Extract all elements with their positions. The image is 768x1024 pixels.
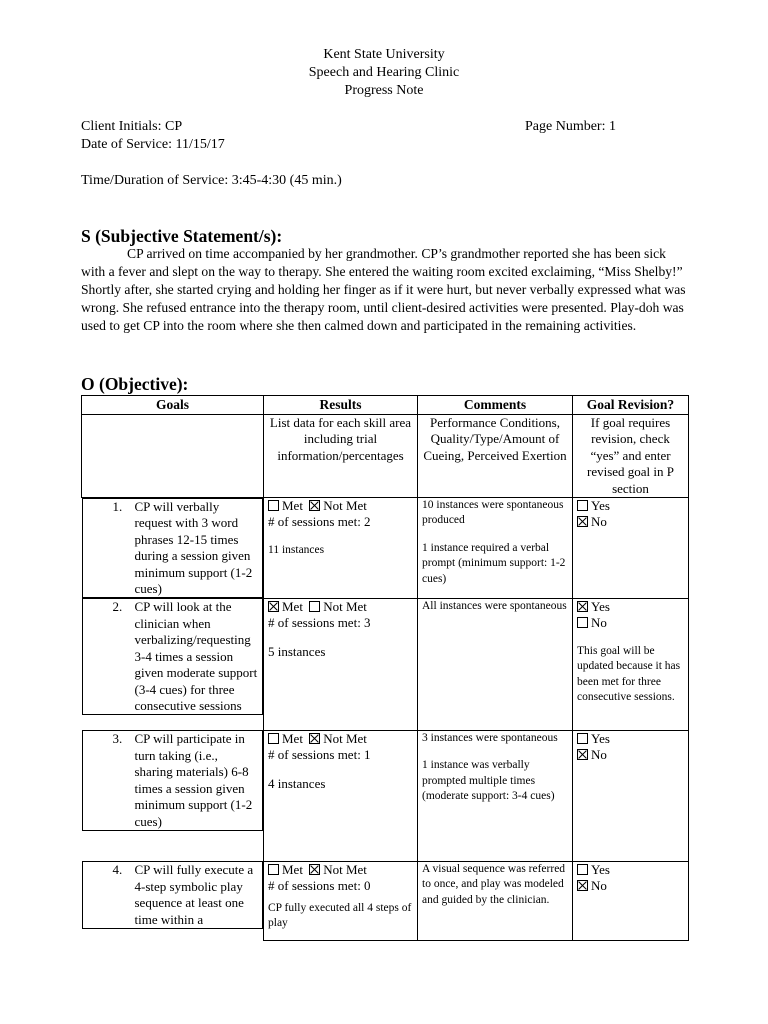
comment-secondary: 1 instance required a verbal prompt (minimum support: 1-2 cues)	[422, 541, 566, 585]
goal-number: 4.	[112, 862, 123, 878]
met-checkbox[interactable]	[268, 601, 279, 612]
revision-subheader: If goal requires revision, check “yes” and enter revised goal in P section	[573, 415, 689, 498]
objective-heading: O (Objective):	[81, 374, 189, 394]
not-met-checkbox[interactable]	[309, 733, 320, 744]
revision-cell	[573, 861, 689, 940]
table-header-row	[82, 396, 689, 415]
no-checkbox[interactable]	[577, 617, 588, 628]
sessions-met: # of sessions met: 1	[268, 747, 371, 763]
goal-number: 3.	[112, 731, 123, 747]
result-note: 11 instances	[268, 543, 325, 556]
met-checkbox[interactable]	[268, 864, 279, 875]
not-met-checkbox[interactable]	[309, 601, 320, 612]
revision-no	[577, 615, 684, 631]
revision-cell	[573, 598, 689, 730]
not-met-checkbox[interactable]	[309, 864, 320, 875]
col-comments: Comments	[418, 396, 573, 415]
revision-note: This goal will be updated because it has been met for three consecutive sessions.	[577, 644, 681, 703]
yes-checkbox[interactable]	[577, 500, 588, 511]
revision-yes	[577, 498, 684, 514]
not-met-label: Not Met	[323, 498, 367, 514]
goal-text: CP will fully execute a 4-step symbolic play sequence at least one time within a	[134, 862, 254, 927]
goal-cell	[82, 730, 264, 830]
subjective-statement	[81, 245, 691, 335]
comment-primary: 10 instances were spontaneous produced	[422, 499, 564, 527]
document-header	[0, 46, 768, 100]
not-met-label: Not Met	[323, 598, 367, 614]
result-note: 4 instances	[268, 775, 326, 791]
goal-cell	[82, 498, 264, 598]
not-met-checkbox[interactable]	[309, 500, 320, 511]
goal-number: 2.	[112, 599, 123, 615]
revision-no	[577, 878, 684, 894]
goal-text: CP will verbally request with 3 word phrases 12-15 times during a session given minimum support (1-2 cues)	[134, 499, 253, 597]
client-initials: Client Initials: CP	[81, 119, 183, 134]
goals-subheader	[82, 415, 264, 498]
met-status	[268, 498, 413, 514]
results-cell	[264, 498, 418, 599]
met-status	[268, 862, 413, 878]
yes-label: Yes	[591, 498, 610, 514]
table-row	[82, 498, 689, 599]
page-number-label: Page Number:	[525, 119, 606, 134]
goal-cell	[82, 598, 264, 715]
no-label: No	[591, 514, 607, 530]
revision-no	[577, 747, 684, 763]
goal-number: 1.	[112, 499, 123, 515]
table-row	[82, 598, 689, 730]
no-label: No	[591, 747, 607, 763]
time-duration: Time/Duration of Service: 3:45-4:30 (45 min.)	[81, 173, 342, 188]
comment-primary: All instances were spontaneous	[422, 599, 567, 612]
no-label: No	[591, 878, 607, 894]
comments-cell	[418, 498, 573, 599]
goal-text: CP will participate in turn taking (i.e., sharing materials) 6-8 times a session given minimum support (1-2 cues)	[134, 731, 253, 829]
no-checkbox[interactable]	[577, 880, 588, 891]
table-subheader-row	[82, 415, 689, 498]
yes-checkbox[interactable]	[577, 864, 588, 875]
not-met-label: Not Met	[323, 861, 367, 877]
comments-cell	[418, 861, 573, 940]
met-label: Met	[282, 730, 303, 746]
met-status	[268, 731, 413, 747]
results-cell	[264, 598, 418, 730]
result-note: 5 instances	[268, 643, 326, 659]
yes-label: Yes	[591, 861, 610, 877]
results-cell	[264, 861, 418, 940]
met-label: Met	[282, 498, 303, 514]
comments-cell	[418, 730, 573, 861]
yes-label: Yes	[591, 730, 610, 746]
document-title: Progress Note	[344, 83, 424, 98]
revision-no	[577, 514, 684, 530]
met-checkbox[interactable]	[268, 733, 279, 744]
revision-yes	[577, 599, 684, 615]
comment-primary: A visual sequence was referred to once, and play was modeled and guided by the clinician.	[422, 862, 566, 906]
comments-cell	[418, 598, 573, 730]
col-goals: Goals	[82, 396, 264, 415]
revision-yes	[577, 862, 684, 878]
revision-cell	[573, 498, 689, 599]
results-cell	[264, 730, 418, 861]
met-status	[268, 599, 413, 615]
table-row	[82, 861, 689, 940]
not-met-label: Not Met	[323, 730, 367, 746]
revision-cell	[573, 730, 689, 861]
goal-cell	[82, 861, 264, 929]
page-number-value: 1	[608, 119, 616, 134]
col-results: Results	[264, 396, 418, 415]
yes-label: Yes	[591, 598, 610, 614]
met-label: Met	[282, 861, 303, 877]
subjective-text: CP arrived on time accompanied by her grandmother. CP’s grandmother reported she has been sick with a fever and slept on the way to therapy. She entered the waiting room excited exclaiming, “Miss Shelby!” Shortly after, she started crying and holding her finger as if it were hurt, but never verbally expressed what was wrong. She refused entrance into the therapy room, until client-desired activities were presented. Play-doh was used to get CP into the room where she then calmed down and participated in the remaining activities.	[81, 246, 686, 333]
met-label: Met	[282, 598, 303, 614]
table-row	[82, 730, 689, 861]
comment-primary: 3 instances were spontaneous	[422, 731, 558, 744]
results-subheader: List data for each skill area including trial information/percentages	[264, 415, 418, 498]
met-checkbox[interactable]	[268, 500, 279, 511]
no-checkbox[interactable]	[577, 749, 588, 760]
university-name: Kent State University	[323, 47, 445, 62]
no-checkbox[interactable]	[577, 516, 588, 527]
sessions-met: # of sessions met: 3	[268, 615, 371, 631]
subjective-heading: S (Subjective Statement/s):	[81, 226, 283, 246]
yes-checkbox[interactable]	[577, 733, 588, 744]
page-number	[525, 118, 616, 136]
sessions-met: # of sessions met: 0	[268, 878, 371, 894]
revision-yes	[577, 731, 684, 747]
comment-secondary: 1 instance was verbally prompted multiple times (moderate support: 3-4 cues)	[422, 759, 555, 803]
result-note: CP fully executed all 4 steps of play	[268, 901, 412, 930]
objective-table	[81, 395, 689, 941]
goal-text: CP will look at the clinician when verbalizing/requesting 3-4 times a session given moderate support (3-4 cues) for three consecutive sessions	[134, 599, 258, 713]
comments-subheader: Performance Conditions, Quality/Type/Amount of Cueing, Perceived Exertion	[418, 415, 573, 498]
sessions-met: # of sessions met: 2	[268, 514, 371, 530]
yes-checkbox[interactable]	[577, 601, 588, 612]
date-of-service: Date of Service: 11/15/17	[81, 137, 225, 152]
col-goal-revision: Goal Revision?	[573, 396, 689, 415]
clinic-name: Speech and Hearing Clinic	[308, 65, 460, 80]
no-label: No	[591, 615, 607, 631]
